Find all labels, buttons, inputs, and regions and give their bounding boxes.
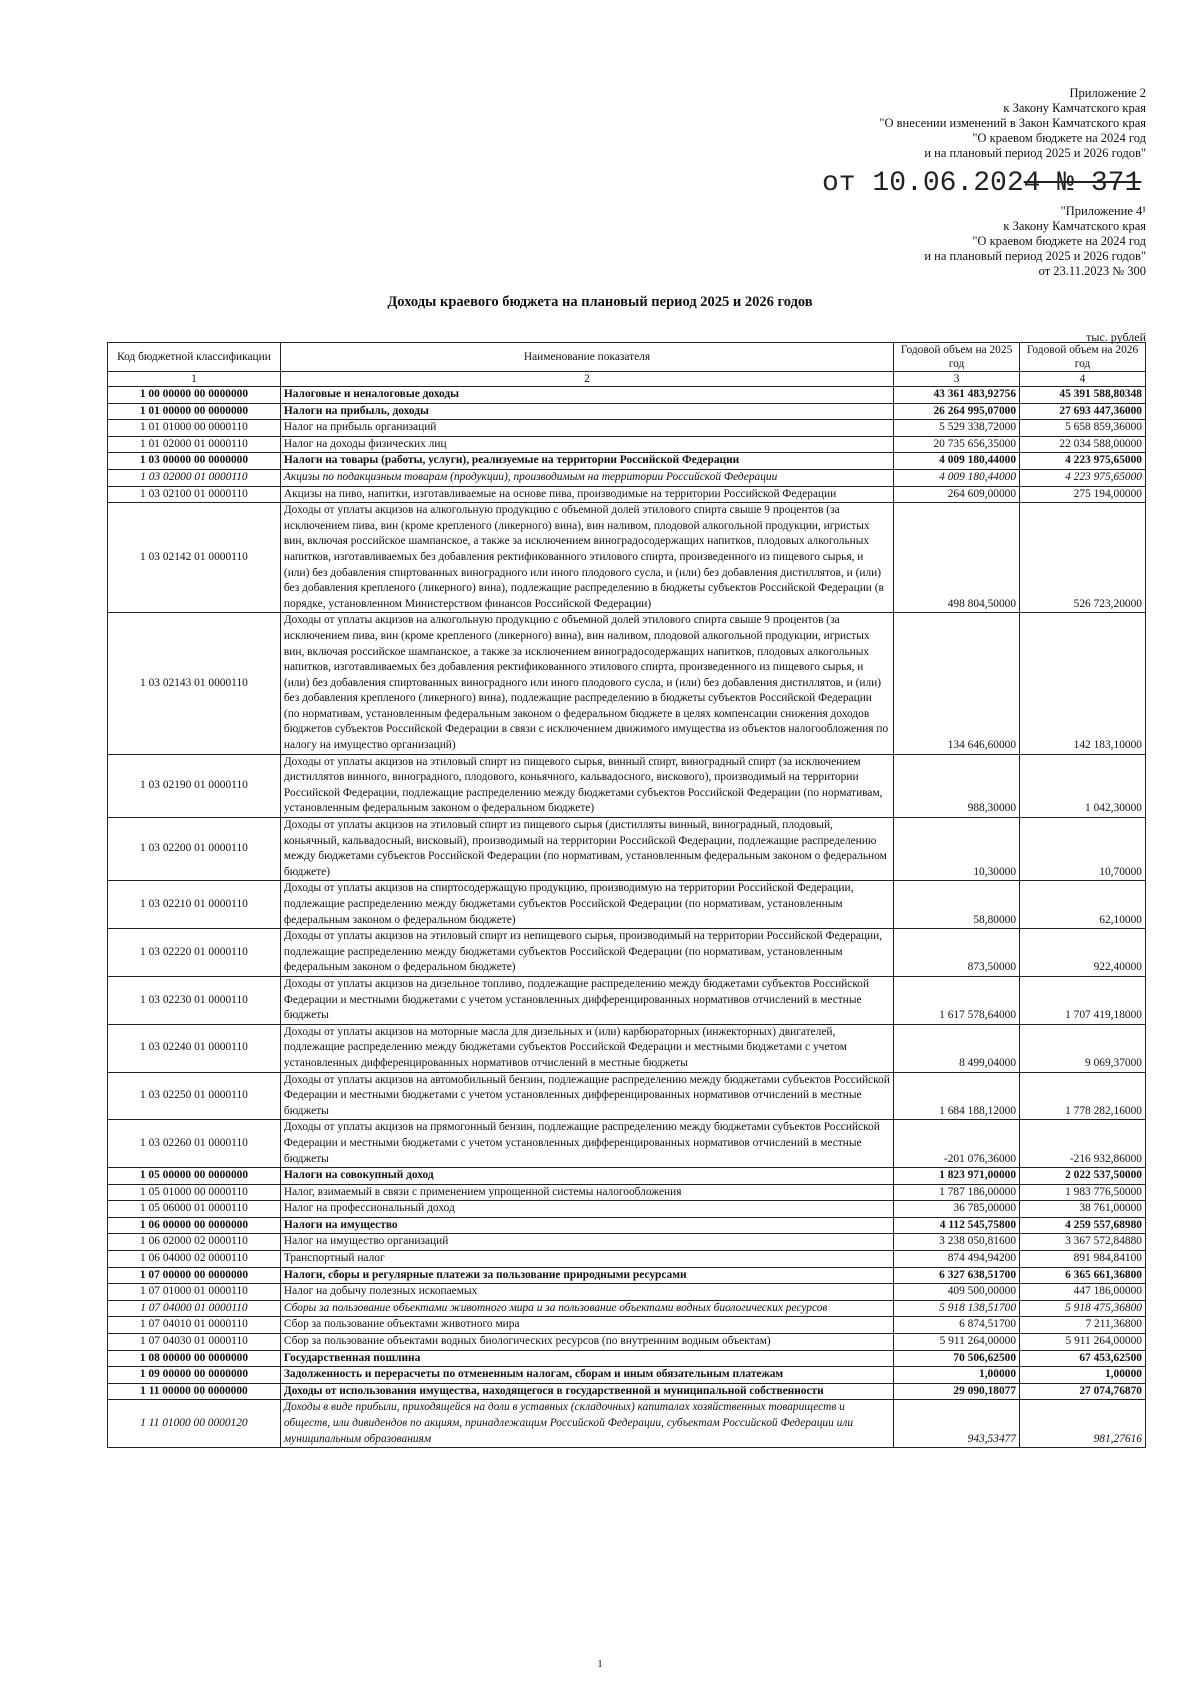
row-value-2025: 134 646,60000 bbox=[894, 613, 1020, 754]
row-value-2026: 22 034 588,00000 bbox=[1020, 436, 1146, 453]
table-header-row bbox=[108, 343, 1146, 372]
row-name: Доходы от уплаты акцизов на прямогонный бензин, подлежащие распределению между бюджетами субъектов Российской Федерации и местными бюджетами с учетом установленных дифференцированных нормативов отчислений в местные бюджеты bbox=[280, 1120, 893, 1168]
units-label: тыс. рублей bbox=[1086, 330, 1146, 344]
row-code: 1 03 02100 01 0000110 bbox=[108, 486, 281, 503]
row-code: 1 05 01000 00 0000110 bbox=[108, 1184, 281, 1201]
row-code: 1 05 00000 00 0000000 bbox=[108, 1168, 281, 1185]
column-number-row bbox=[108, 372, 1146, 387]
row-value-2025: 8 499,04000 bbox=[894, 1024, 1020, 1072]
row-name: Сбор за пользование объектами животного мира bbox=[280, 1317, 893, 1334]
row-value-2025: 58,80000 bbox=[894, 881, 1020, 929]
row-code: 1 03 02143 01 0000110 bbox=[108, 613, 281, 754]
row-code: 1 07 00000 00 0000000 bbox=[108, 1267, 281, 1284]
row-code: 1 05 06000 01 0000110 bbox=[108, 1201, 281, 1218]
row-name: Акцизы по подакцизным товарам (продукции), производимым на территории Российской Федерации bbox=[280, 469, 893, 486]
row-value-2025: 5 911 264,00000 bbox=[894, 1334, 1020, 1351]
row-value-2026: 27 693 447,36000 bbox=[1020, 403, 1146, 420]
table-row bbox=[108, 1234, 1146, 1251]
row-value-2026: 5 918 475,36800 bbox=[1020, 1300, 1146, 1317]
row-name: Доходы от уплаты акцизов на спиртосодержащую продукцию, производимую на территории Российской Федерации, подлежащие распределению между бюджетами субъектов Российской Федерации (по нормативам, установленным федеральным законом о федеральном бюджете) bbox=[280, 881, 893, 929]
row-value-2026: 4 259 557,68980 bbox=[1020, 1217, 1146, 1234]
row-code: 1 00 00000 00 0000000 bbox=[108, 387, 281, 404]
row-value-2025: 20 735 656,35000 bbox=[894, 436, 1020, 453]
row-code: 1 07 04030 01 0000110 bbox=[108, 1334, 281, 1351]
page-number: 1 bbox=[597, 1658, 603, 1670]
row-name: Налоги на прибыль, доходы bbox=[280, 403, 893, 420]
original-header-line: от 23.11.2023 № 300 bbox=[1038, 264, 1146, 278]
row-code: 1 03 02220 01 0000110 bbox=[108, 929, 281, 977]
row-code: 1 03 02190 01 0000110 bbox=[108, 754, 281, 817]
row-name: Доходы от уплаты акцизов на автомобильный бензин, подлежащие распределению между бюджетами субъектов Российской Федерации и местными бюджетами с учетом установленных дифференцированных нормативов отчислений в местные бюджеты bbox=[280, 1072, 893, 1120]
original-header-line: "Приложение 4¹ bbox=[1060, 204, 1146, 218]
row-code: 1 06 00000 00 0000000 bbox=[108, 1217, 281, 1234]
table-row bbox=[108, 613, 1146, 754]
row-code: 1 06 02000 02 0000110 bbox=[108, 1234, 281, 1251]
row-value-2026: 447 186,00000 bbox=[1020, 1284, 1146, 1301]
appendix-header-line: Приложение 2 bbox=[1069, 86, 1146, 100]
row-value-2026: 10,70000 bbox=[1020, 818, 1146, 881]
row-name: Акцизы на пиво, напитки, изготавливаемые на основе пива, производимые на территории Российской Федерации bbox=[280, 486, 893, 503]
row-name: Государственная пошлина bbox=[280, 1350, 893, 1367]
row-value-2026: 1,00000 bbox=[1020, 1367, 1146, 1384]
row-value-2026: 1 778 282,16000 bbox=[1020, 1072, 1146, 1120]
row-value-2026: 5 658 859,36000 bbox=[1020, 420, 1146, 437]
row-value-2025: 1,00000 bbox=[894, 1367, 1020, 1384]
row-value-2025: 1 823 971,00000 bbox=[894, 1168, 1020, 1185]
row-value-2026: 922,40000 bbox=[1020, 929, 1146, 977]
row-name: Налог, взимаемый в связи с применением упрощенной системы налогообложения bbox=[280, 1184, 893, 1201]
row-value-2025: 5 529 338,72000 bbox=[894, 420, 1020, 437]
row-code: 1 07 01000 01 0000110 bbox=[108, 1284, 281, 1301]
row-name: Налоги, сборы и регулярные платежи за пользование природными ресурсами bbox=[280, 1267, 893, 1284]
row-name: Налог на доходы физических лиц bbox=[280, 436, 893, 453]
row-name: Налог на добычу полезных ископаемых bbox=[280, 1284, 893, 1301]
row-name: Налог на прибыль организаций bbox=[280, 420, 893, 437]
row-value-2026: 1 983 776,50000 bbox=[1020, 1184, 1146, 1201]
appendix-header-line: к Закону Камчатского края bbox=[1003, 101, 1146, 115]
row-value-2025: -201 076,36000 bbox=[894, 1120, 1020, 1168]
row-value-2025: 29 090,18077 bbox=[894, 1383, 1020, 1400]
row-value-2025: 264 609,00000 bbox=[894, 486, 1020, 503]
table-body bbox=[108, 387, 1146, 1448]
table-row bbox=[108, 1024, 1146, 1072]
row-code: 1 03 02260 01 0000110 bbox=[108, 1120, 281, 1168]
row-value-2025: 43 361 483,92756 bbox=[894, 387, 1020, 404]
row-value-2025: 3 238 050,81600 bbox=[894, 1234, 1020, 1251]
row-code: 1 06 04000 02 0000110 bbox=[108, 1251, 281, 1268]
row-value-2025: 874 494,94200 bbox=[894, 1251, 1020, 1268]
row-code: 1 03 02210 01 0000110 bbox=[108, 881, 281, 929]
row-code: 1 07 04010 01 0000110 bbox=[108, 1317, 281, 1334]
appendix-header-line: "О внесении изменений в Закон Камчатского края bbox=[879, 116, 1146, 130]
table-row bbox=[108, 436, 1146, 453]
table-row bbox=[108, 1120, 1146, 1168]
row-value-2026: 526 723,20000 bbox=[1020, 503, 1146, 613]
row-value-2026: 275 194,00000 bbox=[1020, 486, 1146, 503]
row-name: Транспортный налог bbox=[280, 1251, 893, 1268]
header-2025: Годовой объем на 2025 год bbox=[894, 343, 1020, 372]
row-code: 1 01 01000 00 0000110 bbox=[108, 420, 281, 437]
stamp-struck: 4 № 371 bbox=[1023, 168, 1142, 199]
table-row bbox=[108, 403, 1146, 420]
row-value-2025: 5 918 138,51700 bbox=[894, 1300, 1020, 1317]
row-name: Доходы от уплаты акцизов на алкогольную продукцию с объемной долей этилового спирта свыше 9 процентов (за исключением пива, вин (кроме крепленого (ликерного) вина), вин наливом, плодовой алкогольной продукции, игристых вин, включая российское шампанское, а также за исключением виноградосодержащих напитков, плодовых алкогольных напитков, изготавливаемых без добавления ректификованного этилового спирта, произведенного из пищевого сырья, и (или) без добавления спиртованных виноградного или иного плодового сусла, и (или) без добавления дистиллятов, и (или) без добавления крепленого (ликерного) вина), подлежащие распределению в бюджеты субъектов Российской Федерации (по нормативам, установленным федеральным законом о федеральном бюджете в целях компенсации снижения доходов бюджетов субъектов Российской Федерации в связи с исключением движимого имущества из объектов налогообложения по налогу на имущество организаций) bbox=[280, 613, 893, 754]
row-value-2026: 45 391 588,80348 bbox=[1020, 387, 1146, 404]
row-name: Доходы в виде прибыли, приходящейся на доли в уставных (складочных) капиталах хозяйственных товариществ и обществ, или дивидендов по акциям, принадлежащим Российской Федерации, субъектам Российской Федерации или муниципальным образованиям bbox=[280, 1400, 893, 1448]
row-value-2025: 6 874,51700 bbox=[894, 1317, 1020, 1334]
row-value-2026: 1 042,30000 bbox=[1020, 754, 1146, 817]
row-value-2025: 4 009 180,44000 bbox=[894, 469, 1020, 486]
row-name: Налоги на товары (работы, услуги), реализуемые на территории Российской Федерации bbox=[280, 453, 893, 470]
row-code: 1 03 00000 00 0000000 bbox=[108, 453, 281, 470]
row-value-2025: 943,53477 bbox=[894, 1400, 1020, 1448]
table-row bbox=[108, 420, 1146, 437]
table-row bbox=[108, 1284, 1146, 1301]
stamp-prefix: от 10.06.202 bbox=[822, 168, 1024, 199]
row-value-2026: 2 022 537,50000 bbox=[1020, 1168, 1146, 1185]
row-value-2026: 981,27616 bbox=[1020, 1400, 1146, 1448]
row-value-2026: 142 183,10000 bbox=[1020, 613, 1146, 754]
row-code: 1 07 04000 01 0000110 bbox=[108, 1300, 281, 1317]
row-code: 1 11 00000 00 0000000 bbox=[108, 1383, 281, 1400]
row-value-2025: 1 787 186,00000 bbox=[894, 1184, 1020, 1201]
row-name: Налоги на имущество bbox=[280, 1217, 893, 1234]
row-value-2026: 6 365 661,36800 bbox=[1020, 1267, 1146, 1284]
row-code: 1 01 02000 01 0000110 bbox=[108, 436, 281, 453]
row-name: Налог на имущество организаций bbox=[280, 1234, 893, 1251]
table-row bbox=[108, 503, 1146, 613]
table-row bbox=[108, 1317, 1146, 1334]
row-value-2026: 3 367 572,84880 bbox=[1020, 1234, 1146, 1251]
table-row bbox=[108, 929, 1146, 977]
row-value-2026: -216 932,86000 bbox=[1020, 1120, 1146, 1168]
appendix-header bbox=[879, 86, 1146, 161]
table-row bbox=[108, 1350, 1146, 1367]
row-value-2025: 409 500,00000 bbox=[894, 1284, 1020, 1301]
row-value-2026: 67 453,62500 bbox=[1020, 1350, 1146, 1367]
row-name: Налоги на совокупный доход bbox=[280, 1168, 893, 1185]
row-value-2026: 7 211,36800 bbox=[1020, 1317, 1146, 1334]
row-code: 1 11 01000 00 0000120 bbox=[108, 1400, 281, 1448]
row-value-2025: 498 804,50000 bbox=[894, 503, 1020, 613]
table-row bbox=[108, 453, 1146, 470]
table-row bbox=[108, 1201, 1146, 1218]
table-row bbox=[108, 1168, 1146, 1185]
table-row bbox=[108, 1383, 1146, 1400]
row-code: 1 03 02250 01 0000110 bbox=[108, 1072, 281, 1120]
row-code: 1 01 00000 00 0000000 bbox=[108, 403, 281, 420]
row-value-2026: 9 069,37000 bbox=[1020, 1024, 1146, 1072]
row-value-2025: 26 264 995,07000 bbox=[894, 403, 1020, 420]
table-row bbox=[108, 1300, 1146, 1317]
row-name: Налог на профессиональный доход bbox=[280, 1201, 893, 1218]
row-name: Доходы от уплаты акцизов на моторные масла для дизельных и (или) карбюраторных (инжекторных) двигателей, подлежащие распределению между бюджетами субъектов Российской Федерации и местными бюджетами с учетом установленных дифференцированных нормативов отчислений в местные бюджеты bbox=[280, 1024, 893, 1072]
row-value-2025: 10,30000 bbox=[894, 818, 1020, 881]
table-row bbox=[108, 976, 1146, 1024]
original-header-line: "О краевом бюджете на 2024 год bbox=[972, 234, 1146, 248]
original-header-line: и на плановый период 2025 и 2026 годов" bbox=[924, 249, 1146, 263]
table-row bbox=[108, 754, 1146, 817]
table-row bbox=[108, 469, 1146, 486]
appendix-header-line: и на плановый период 2025 и 2026 годов" bbox=[924, 146, 1146, 160]
col-number: 2 bbox=[280, 372, 893, 387]
table-row bbox=[108, 1367, 1146, 1384]
row-value-2025: 873,50000 bbox=[894, 929, 1020, 977]
row-value-2026: 38 761,00000 bbox=[1020, 1201, 1146, 1218]
date-stamp bbox=[822, 168, 1141, 199]
col-number: 4 bbox=[1020, 372, 1146, 387]
row-value-2026: 4 223 975,65000 bbox=[1020, 469, 1146, 486]
table-row bbox=[108, 1267, 1146, 1284]
row-value-2026: 1 707 419,18000 bbox=[1020, 976, 1146, 1024]
row-value-2025: 988,30000 bbox=[894, 754, 1020, 817]
row-code: 1 03 02000 01 0000110 bbox=[108, 469, 281, 486]
row-name: Доходы от уплаты акцизов на этиловый спирт из пищевого сырья, винный спирт, виноградный спирт (за исключением дистиллятов винного, виноградного, плодового, коньячного, кальвадосного, вискового), производимый на территории Российской Федерации, подлежащие распределению между бюджетами субъектов Российской Федерации (по нормативам, установленным федеральным законом о федеральном бюджете) bbox=[280, 754, 893, 817]
row-value-2025: 1 684 188,12000 bbox=[894, 1072, 1020, 1120]
row-code: 1 03 02240 01 0000110 bbox=[108, 1024, 281, 1072]
row-name: Доходы от уплаты акцизов на алкогольную продукцию с объемной долей этилового спирта свыше 9 процентов (за исключением пива, вин (кроме крепленого (ликерного) вина), вин наливом, плодовой алкогольной продукции, игристых вин, включая российское шампанское, а также за исключением виноградосодержащих напитков, плодовых алкогольных напитков, изготавливаемых без добавления ректификованного этилового спирта, произведенного из пищевого сырья, и (или) без добавления спиртованных виноградного или иного плодового сусла, и (или) без добавления дистиллятов, и (или) без добавления крепленого (ликерного) вина), подлежащие распределению в бюджеты субъектов Российской Федерации (в порядке, установленном Министерством финансов Российской Федерации) bbox=[280, 503, 893, 613]
table-row bbox=[108, 486, 1146, 503]
row-name: Доходы от уплаты акцизов на дизельное топливо, подлежащие распределению между бюджетами субъектов Российской Федерации и местными бюджетами с учетом установленных дифференцированных нормативов отчислений в местные бюджеты bbox=[280, 976, 893, 1024]
table-row bbox=[108, 881, 1146, 929]
row-code: 1 03 02142 01 0000110 bbox=[108, 503, 281, 613]
row-value-2025: 36 785,00000 bbox=[894, 1201, 1020, 1218]
table-row bbox=[108, 1184, 1146, 1201]
row-value-2026: 891 984,84100 bbox=[1020, 1251, 1146, 1268]
row-value-2026: 27 074,76870 bbox=[1020, 1383, 1146, 1400]
table-row bbox=[108, 1217, 1146, 1234]
table-row bbox=[108, 387, 1146, 404]
header-code: Код бюджетной классификации bbox=[108, 343, 281, 372]
row-code: 1 08 00000 00 0000000 bbox=[108, 1350, 281, 1367]
row-code: 1 09 00000 00 0000000 bbox=[108, 1367, 281, 1384]
row-value-2025: 4 112 545,75800 bbox=[894, 1217, 1020, 1234]
row-value-2025: 70 506,62500 bbox=[894, 1350, 1020, 1367]
table-row bbox=[108, 1072, 1146, 1120]
row-name: Сбор за пользование объектами водных биологических ресурсов (по внутренним водным объектам) bbox=[280, 1334, 893, 1351]
row-name: Сборы за пользование объектами животного мира и за пользование объектами водных биологических ресурсов bbox=[280, 1300, 893, 1317]
row-code: 1 03 02230 01 0000110 bbox=[108, 976, 281, 1024]
revenue-table bbox=[107, 342, 1146, 1448]
row-value-2025: 6 327 638,51700 bbox=[894, 1267, 1020, 1284]
row-name: Задолженность и перерасчеты по отмененным налогам, сборам и иным обязательным платежам bbox=[280, 1367, 893, 1384]
appendix-header-line: "О краевом бюджете на 2024 год bbox=[972, 131, 1146, 145]
row-name: Доходы от использования имущества, находящегося в государственной и муниципальной собственности bbox=[280, 1383, 893, 1400]
row-name: Налоговые и неналоговые доходы bbox=[280, 387, 893, 404]
original-header-line: к Закону Камчатского края bbox=[1003, 219, 1146, 233]
row-code: 1 03 02200 01 0000110 bbox=[108, 818, 281, 881]
row-name: Доходы от уплаты акцизов на этиловый спирт из непищевого сырья, производимый на территории Российской Федерации, подлежащие распределению между бюджетами субъектов Российской Федерации (по нормативам, установленным федеральным законом о федеральном бюджете) bbox=[280, 929, 893, 977]
table-row bbox=[108, 1400, 1146, 1448]
row-value-2026: 62,10000 bbox=[1020, 881, 1146, 929]
header-name: Наименование показателя bbox=[280, 343, 893, 372]
table-row bbox=[108, 1251, 1146, 1268]
row-value-2025: 1 617 578,64000 bbox=[894, 976, 1020, 1024]
row-value-2025: 4 009 180,44000 bbox=[894, 453, 1020, 470]
col-number: 3 bbox=[894, 372, 1020, 387]
row-value-2026: 5 911 264,00000 bbox=[1020, 1334, 1146, 1351]
col-number: 1 bbox=[108, 372, 281, 387]
original-appendix-header bbox=[924, 204, 1146, 279]
row-value-2026: 4 223 975,65000 bbox=[1020, 453, 1146, 470]
row-name: Доходы от уплаты акцизов на этиловый спирт из пищевого сырья (дистилляты винный, виноградный, плодовый, коньячный, кальвадосный, висковый), производимый на территории Российской Федерации, подлежащие распределению между бюджетами субъектов Российской Федерации (по нормативам, установленным федеральным законом о федеральном бюджете) bbox=[280, 818, 893, 881]
header-2026: Годовой объем на 2026 год bbox=[1020, 343, 1146, 372]
table-row bbox=[108, 818, 1146, 881]
table-row bbox=[108, 1334, 1146, 1351]
document-title: Доходы краевого бюджета на плановый период 2025 и 2026 годов bbox=[387, 294, 813, 310]
